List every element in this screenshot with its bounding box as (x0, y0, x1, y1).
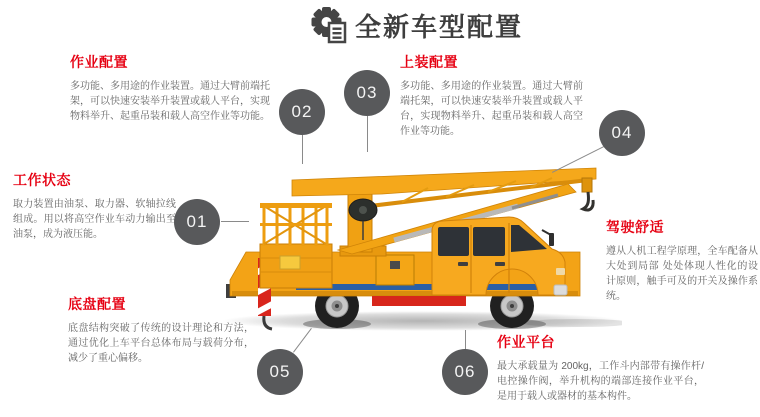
truck-hook (582, 178, 593, 210)
section-body: 取力装置由油泵、取力器、软轴拉线组成。用以将高空作业车动力输出至油泵，成为液压能。 (13, 199, 176, 240)
section-heading: 作业配置 (70, 54, 128, 70)
step-circle-05: 05 (257, 349, 303, 395)
truck-basket (260, 203, 332, 288)
section-chassis-config (68, 294, 254, 366)
section-heading: 驾驶舒适 (606, 219, 664, 235)
connector-line-02 (302, 135, 303, 164)
truck-mirror (549, 233, 554, 246)
section-body: 多功能、多用途的作业装置。通过大臂前端托架，可以快速安装举升装置或载人平台，实现物料举升、起重吊装和载人高空作业等功能。 (70, 81, 270, 122)
section-body: 多功能、多用途的作业装置。通过大臂前端托架，可以快速安装举升装置或载人平台，实现物料举升、起重吊装和载人高空作业等功能。 (400, 81, 583, 137)
section-work-config (70, 52, 270, 124)
step-circle-03: 03 (344, 70, 390, 116)
section-heading: 工作状态 (13, 172, 71, 188)
truck-shadow (222, 311, 622, 331)
section-body: 底盘结构突破了传统的设计理论和方法，通过优化上车平台总体布局与载荷分布，减少了重心偏移。 (68, 323, 254, 364)
step-circle-06: 06 (442, 349, 488, 395)
section-body: 遵从人机工程学原理，全车配备从大处到局部 处处体现人性化的设计原则，触手可及的开关及操作系统。 (606, 246, 758, 302)
gear-document-icon (308, 5, 348, 45)
section-work-platform (497, 332, 704, 404)
step-circle-01: 01 (174, 199, 220, 245)
connector-line-06 (465, 330, 466, 350)
section-work-state (13, 170, 176, 242)
section-heading: 作业平台 (497, 334, 555, 350)
section-driving-comfort (606, 217, 758, 304)
section-upper-config (400, 52, 583, 139)
section-heading: 底盘配置 (68, 296, 126, 312)
step-circle-04: 04 (599, 110, 645, 156)
page-header (308, 5, 523, 45)
page-title: 全新车型配置 (355, 11, 524, 42)
step-circle-02: 02 (279, 89, 325, 135)
connector-line-03 (367, 116, 368, 152)
section-heading: 上装配置 (400, 54, 458, 70)
section-body: 最大承载量为 200kg，工作斗内部带有操作杆/电控操作阀，举升机构的端部连接作业平台，是用于载人或器材的基本构件。 (497, 361, 704, 402)
connector-line-01 (221, 221, 249, 222)
